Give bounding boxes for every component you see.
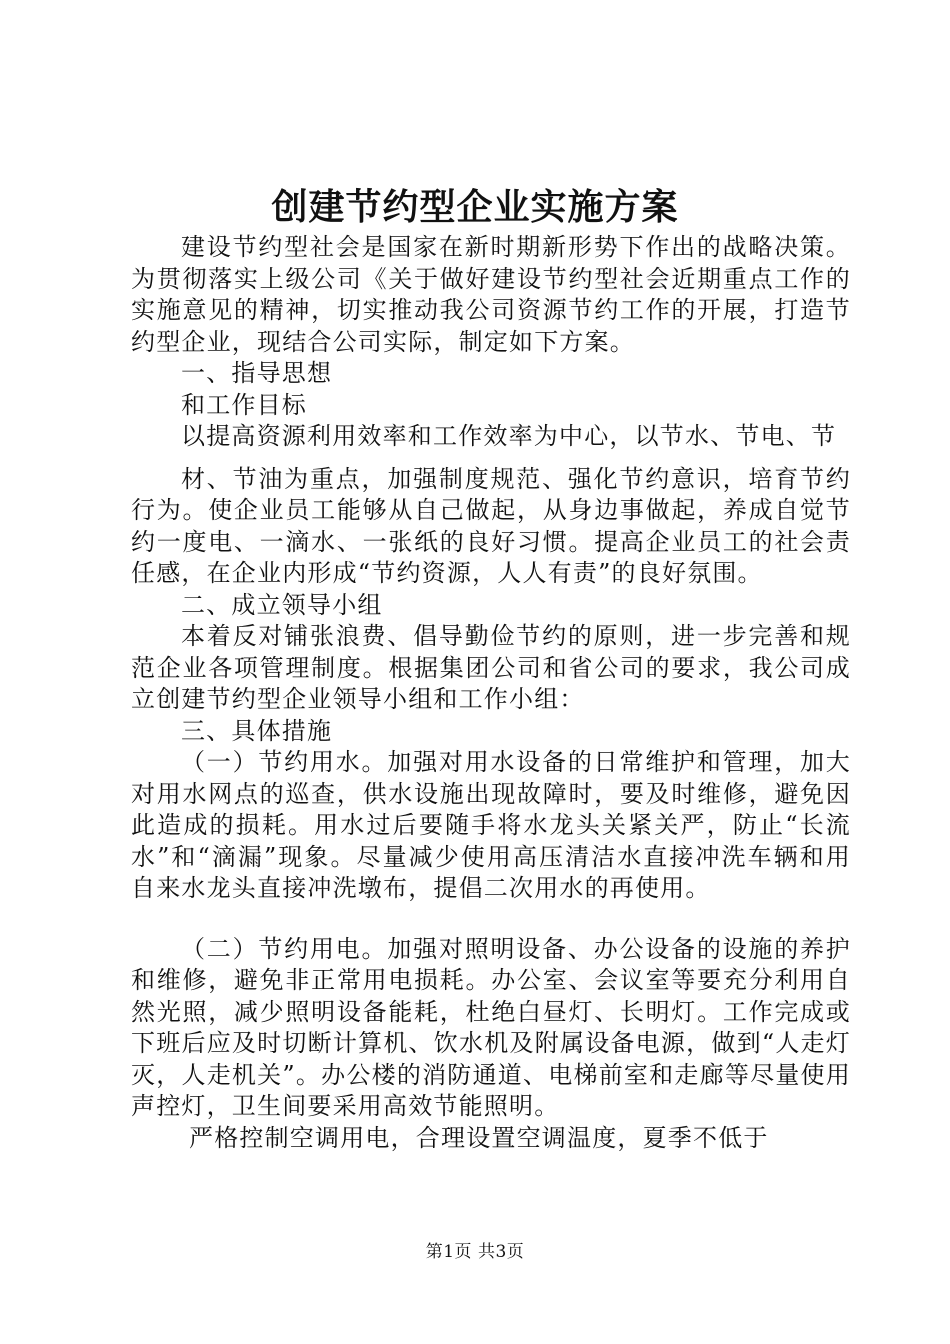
paragraph-goals-cont: 材、节油为重点，加强制度规范、强化节约意识，培育节约行为。使企业员工能够从自己做起，从身边事做起，养成自觉节约一度电、一滴水、一张纸的良好习惯。提高企业员工的社会责任感，在企业内形成“节约资源，人人有责”的良好氛围。: [131, 464, 851, 587]
heading-measures: 三、具体措施: [181, 716, 333, 745]
heading-work-goals: 和工作目标: [181, 390, 307, 419]
heading-leadership-group: 二、成立领导小组: [181, 590, 383, 619]
paragraph-gap: [131, 453, 851, 464]
paragraph-goals-start: 以提高资源利用效率和工作效率为中心，以节水、节电、节: [181, 422, 837, 450]
paragraph-save-water: （一）节约用水。加强对用水设备的日常维护和管理，加大对用水网点的巡查，供水设施出现故障时，要及时维修，避免因此造成的损耗。用水过后要随手将水龙头关紧关严，防止“长流水”和“滴漏”现象。尽量减少使用高压清洁水直接冲洗车辆和用自来水龙头直接冲洗墩布，提倡二次用水的再使用。: [131, 748, 851, 902]
paragraph-leadership: 本着反对铺张浪费、倡导勤俭节约的原则，进一步完善和规范企业各项管理制度。根据集团公司和省公司的要求，我公司成立创建节约型企业领导小组和工作小组：: [131, 622, 851, 713]
heading-guiding-ideology: 一、指导思想: [181, 359, 333, 387]
paragraph-intro: 建设节约型社会是国家在新时期新形势下作出的战略决策。为贯彻落实上级公司《关于做好建设节约型社会近期重点工作的实施意见的精神，切实推动我公司资源节约工作的开展，打造节约型企业，现结合公司实际，制定如下方案。: [131, 233, 851, 356]
paragraph-save-electricity: （二）节约用电。加强对照明设备、办公设备的设施的养护和维修，避免非正常用电损耗。办公室、会议室等要充分利用自然光照，减少照明设备能耗，杜绝白昼灯、长明灯。工作完成或下班后应及时切断计算机、饮水机及附属设备电源，做到“人走灯灭，人走机关”。办公楼的消防通道、电梯前室和走廊等尽量使用声控灯，卫生间要采用高效节能照明。: [131, 934, 851, 1120]
page-indicator: 第1页 共3页: [425, 1242, 525, 1262]
document-body: [131, 232, 851, 1154]
paragraph-gap: [131, 905, 851, 934]
paragraph-air-conditioning: 严格控制空调用电，合理设置空调温度，夏季不低于: [189, 1123, 769, 1152]
document-title: 创建节约型企业实施方案: [271, 186, 679, 228]
